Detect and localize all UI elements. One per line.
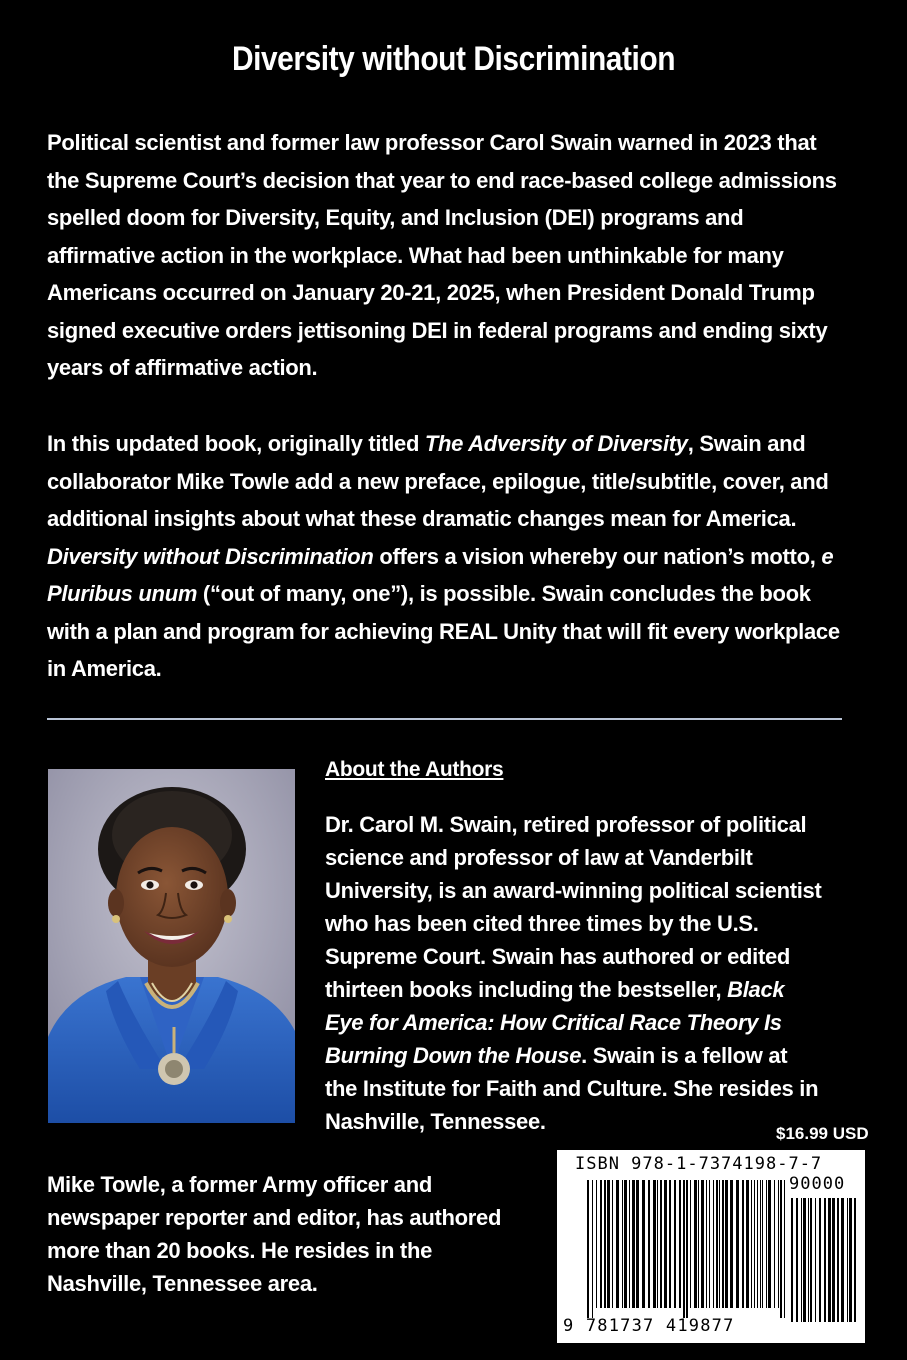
barcode-bar: [751, 1180, 752, 1308]
ean-digits: 9 781737 419877: [563, 1316, 735, 1336]
barcode-bar: [706, 1180, 707, 1308]
barcode-bar: [604, 1180, 606, 1308]
barcode-bar: [642, 1180, 645, 1308]
about-authors-heading: About the Authors: [325, 758, 504, 781]
barcode-bar: [629, 1180, 630, 1308]
barcode-bar: [742, 1180, 744, 1308]
barcode-bar: [784, 1180, 785, 1318]
barcode-bar: [679, 1180, 681, 1308]
barcode-bar: [796, 1198, 798, 1322]
barcode-bar: [774, 1180, 775, 1308]
barcode-bar: [683, 1180, 685, 1318]
isbn-text: ISBN 978-1-7374198-7-7: [575, 1154, 823, 1174]
barcode-bar: [674, 1180, 676, 1308]
barcode-bar: [698, 1180, 699, 1308]
barcode-bar: [791, 1198, 793, 1322]
barcode-bar: [832, 1198, 835, 1322]
barcode-bar: [596, 1180, 597, 1308]
barcode-bar: [657, 1180, 658, 1308]
text-segment: , Swain and collaborator Mike Towle add a new preface, epilogue, title/subtitle, cover, and additional insights about what these dramatic changes mean for America.: [47, 431, 829, 531]
barcode-bar: [648, 1180, 650, 1308]
barcode-bar: [616, 1180, 619, 1308]
barcode-bar: [725, 1180, 728, 1308]
barcode-bar: [690, 1180, 691, 1308]
section-divider: [47, 718, 842, 720]
author-photo: [48, 769, 295, 1123]
motto: e Pluribus unum: [47, 543, 834, 606]
barcode-bar: [780, 1180, 782, 1318]
barcode-bar: [810, 1198, 812, 1322]
description-paragraph-2: [47, 425, 847, 688]
new-title: Diversity without Discrimination: [47, 543, 374, 569]
barcode-bar: [854, 1198, 856, 1322]
swain-bio-text-end: . Swain is a fellow at the Institute for Faith and Culture. She resides in Nashville, Tennessee.: [325, 1043, 819, 1134]
barcode-bar: [622, 1180, 623, 1308]
barcode-bar: [808, 1198, 809, 1322]
original-title: The Adversity of Diversity: [424, 431, 688, 456]
barcode-bar: [653, 1180, 656, 1308]
barcode-bar: [768, 1180, 771, 1308]
barcode-bar: [819, 1198, 821, 1322]
barcode-bar: [801, 1198, 802, 1322]
towle-name: Mike Towle,: [47, 1172, 166, 1197]
isbn-barcode: [557, 1150, 865, 1343]
barcode-bar: [636, 1180, 639, 1308]
barcode-bar: [664, 1180, 667, 1308]
swain-bio-text: retired professor of political science and professor of law at Vanderbilt University, is an award-winning political scientist who has been cited three times by the U.S. Supreme Court. Swain has authored or edited thirteen books including the bestseller,: [325, 812, 822, 1002]
barcode-bar: [815, 1198, 816, 1322]
text-segment: (“out of many, one”), is possible. Swain concludes the book with a plan and program for achieving REAL Unity that will fit every workplace in America.: [47, 581, 840, 681]
barcode-bar: [778, 1180, 779, 1308]
barcode-bar: [766, 1180, 767, 1308]
barcode-bar: [847, 1198, 848, 1322]
barcode-bar: [716, 1180, 718, 1308]
barcode-bar: [686, 1180, 688, 1318]
addon-number: 90000: [789, 1174, 846, 1194]
towle-bio: [47, 1168, 517, 1300]
barcode-bar: [694, 1180, 697, 1308]
barcode-bar: [803, 1198, 806, 1322]
text-segment: In this updated book, originally titled: [47, 431, 425, 456]
barcode-bar: [746, 1180, 749, 1308]
barcode-bar: [837, 1198, 839, 1322]
barcode-bar: [713, 1180, 714, 1308]
swain-name: Dr. Carol M. Swain,: [325, 812, 518, 837]
barcode-bar: [592, 1180, 593, 1318]
barcode-bar: [624, 1180, 627, 1308]
barcode-bar: [722, 1180, 724, 1308]
barcode-bar: [709, 1180, 710, 1308]
barcode-bar: [760, 1180, 761, 1308]
description-paragraph-1: Political scientist and former law professor Carol Swain warned in 2023 that the Supreme Court’s decision that year to end race-based college admissions spelled doom for Diversity, Equity, and Inclusion (DEI) programs and affirmative action in the workplace. What had been unthinkable for many Americans occurred on January 20-21, 2025, when President Donald Trump signed executive orders jettisoning DEI in federal programs and ending sixty years of affirmative action.: [47, 130, 837, 380]
swain-bio: [325, 808, 825, 1138]
author-portrait-illustration: [48, 769, 295, 1123]
book-title: Diversity without Discrimination: [231, 40, 676, 78]
barcode-bar: [762, 1180, 763, 1308]
barcode-bar: [736, 1180, 739, 1308]
barcode-bar: [669, 1180, 671, 1308]
price-label: $16.99 USD: [776, 1124, 869, 1143]
barcode-bar: [607, 1180, 610, 1308]
barcode-bar: [612, 1180, 613, 1308]
barcode-bar: [632, 1180, 635, 1308]
barcode-bar: [719, 1180, 720, 1308]
barcode-bar: [828, 1198, 831, 1322]
barcode-bar: [824, 1198, 826, 1322]
barcode-bar: [757, 1180, 758, 1308]
barcode-bar: [849, 1198, 852, 1322]
towle-bio-text: a former Army officer and newspaper reporter and editor, has authored more than 20 books. He resides in the Nashville, Tennessee area.: [47, 1172, 502, 1296]
barcode-bar: [587, 1180, 589, 1318]
text-segment: offers a vision whereby our nation’s motto,: [373, 543, 822, 569]
barcode-bar: [701, 1180, 704, 1308]
barcode-bar: [660, 1180, 662, 1308]
swain-book-title: Black Eye for America: How Critical Race Theory Is Burning Down the House: [325, 977, 785, 1068]
barcode-bar: [600, 1180, 602, 1308]
barcode-bar: [730, 1180, 733, 1308]
barcode-bar: [754, 1180, 755, 1308]
barcode-bar: [841, 1198, 844, 1322]
